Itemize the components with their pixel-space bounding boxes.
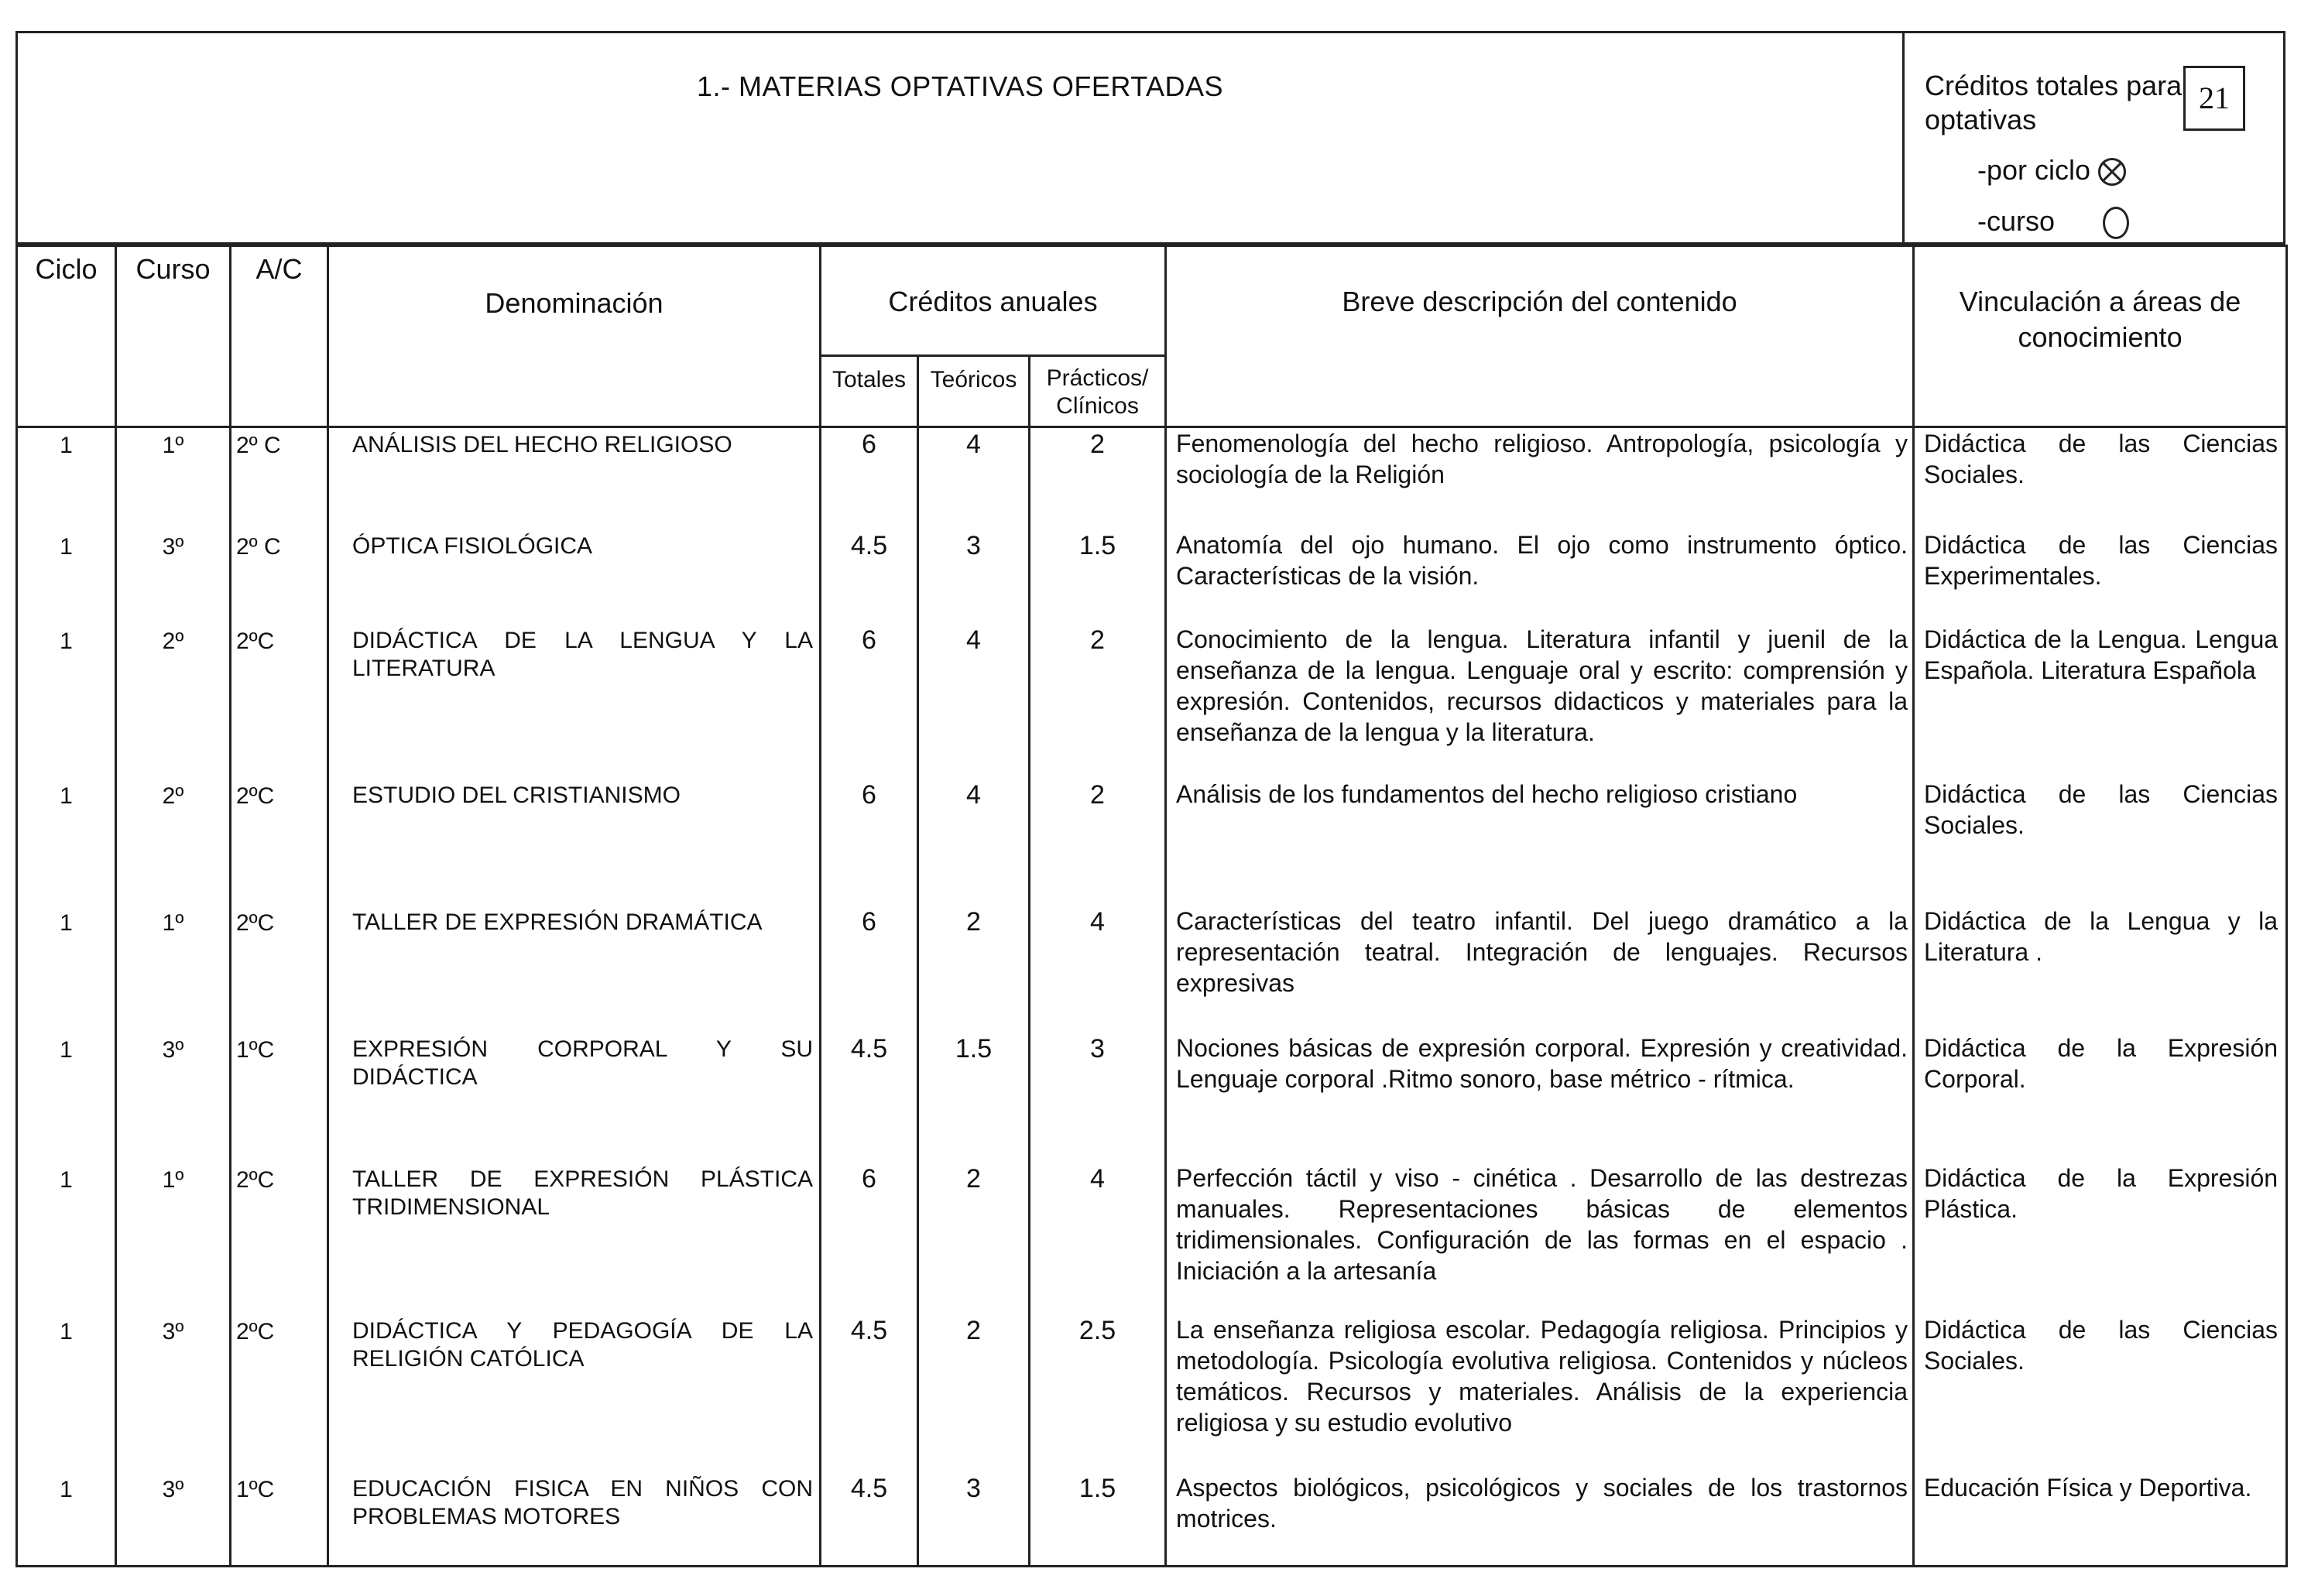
col-header-ciclo: Ciclo (17, 246, 116, 427)
cell-curso: 3º (116, 1472, 231, 1567)
cell-practicos: 3 (1030, 1033, 1166, 1163)
col-header-curso: Curso (116, 246, 231, 427)
cell-practicos: 2.5 (1030, 1314, 1166, 1472)
cell-teoricos: 1.5 (918, 1033, 1030, 1163)
cell-teoricos: 4 (918, 624, 1030, 779)
cell-curso: 3º (116, 1314, 231, 1472)
cell-curso: 3º (116, 1033, 231, 1163)
cell-practicos: 1.5 (1030, 1472, 1166, 1567)
credits-panel (1905, 33, 2283, 242)
cell-ciclo: 1 (17, 1033, 116, 1163)
cell-descripcion: Anatomía del ojo humano. El ojo como instrumento óptico. Características de la visión. (1166, 529, 1914, 624)
table-row (17, 1314, 2287, 1472)
cell-ac: 2º C (231, 427, 328, 529)
cell-ciclo: 1 (17, 1314, 116, 1472)
table-row (17, 1163, 2287, 1314)
col-header-totales: Totales (821, 356, 918, 427)
table-row (17, 1472, 2287, 1567)
cell-descripcion: Nociones básicas de expresión corporal. Expresión y creatividad. Lenguaje corporal .Ritmo sonoro, base métrico - rítmica. (1166, 1033, 1914, 1163)
por-ciclo-label: -por ciclo (1977, 154, 2091, 186)
table-row (17, 779, 2287, 906)
cell-descripcion: La enseñanza religiosa escolar. Pedagogía religiosa. Principios y metodología. Psicología evolutiva religiosa. Contenidos y núcleos temáticos. Recursos y materiales. Análisis de la experiencia religiosa y su estudio evolutivo (1166, 1314, 1914, 1472)
cell-ciclo: 1 (17, 624, 116, 779)
table-row (17, 624, 2287, 779)
cell-practicos: 2 (1030, 624, 1166, 779)
col-header-practicos: Prácticos/ Clínicos (1030, 356, 1166, 427)
table-row (17, 906, 2287, 1033)
cell-ac: 2ºC (231, 779, 328, 906)
cell-vinculacion: Didáctica de las Ciencias Sociales. (1914, 779, 2287, 906)
curso-line (1977, 205, 2129, 239)
cell-totales: 6 (821, 427, 918, 529)
cell-ac: 1ºC (231, 1033, 328, 1163)
cell-denominacion: ÓPTICA FISIOLÓGICA (328, 529, 821, 624)
table-row (17, 1033, 2287, 1163)
cell-totales: 4.5 (821, 1314, 918, 1472)
cell-practicos: 4 (1030, 1163, 1166, 1314)
cell-curso: 3º (116, 529, 231, 624)
col-header-creditos: Créditos anuales (821, 246, 1166, 356)
cell-teoricos: 3 (918, 1472, 1030, 1567)
cell-denominacion: ESTUDIO DEL CRISTIANISMO (328, 779, 821, 906)
cell-denominacion: ANÁLISIS DEL HECHO RELIGIOSO (328, 427, 821, 529)
cell-ac: 2ºC (231, 906, 328, 1033)
por-ciclo-line (1977, 154, 2126, 187)
cell-ciclo: 1 (17, 1163, 116, 1314)
cell-ac: 2ºC (231, 1163, 328, 1314)
cell-denominacion: TALLER DE EXPRESIÓN PLÁSTICA TRIDIMENSIONAL (328, 1163, 821, 1314)
cell-denominacion: DIDÁCTICA DE LA LENGUA Y LA LITERATURA (328, 624, 821, 779)
cell-teoricos: 2 (918, 1314, 1030, 1472)
cell-ciclo: 1 (17, 1472, 116, 1567)
cell-ac: 2ºC (231, 1314, 328, 1472)
cell-teoricos: 2 (918, 906, 1030, 1033)
cell-totales: 6 (821, 779, 918, 906)
cell-teoricos: 2 (918, 1163, 1030, 1314)
cell-ciclo: 1 (17, 529, 116, 624)
cell-descripcion: Análisis de los fundamentos del hecho religioso cristiano (1166, 779, 1914, 906)
cell-vinculacion: Didáctica de las Ciencias Experimentales. (1914, 529, 2287, 624)
table-row (17, 529, 2287, 624)
cell-denominacion: DIDÁCTICA Y PEDAGOGÍA DE LA RELIGIÓN CATÓLICA (328, 1314, 821, 1472)
cell-vinculacion: Didáctica de las Ciencias Sociales. (1914, 427, 2287, 529)
cell-practicos: 1.5 (1030, 529, 1166, 624)
cell-vinculacion: Didáctica de la Expresión Plástica. (1914, 1163, 2287, 1314)
cell-denominacion: EXPRESIÓN CORPORAL Y SU DIDÁCTICA (328, 1033, 821, 1163)
cell-descripcion: Características del teatro infantil. Del juego dramático a la representación teatral. Integración de lenguajes. Recursos expresivas (1166, 906, 1914, 1033)
circled-x-mark-icon (2098, 158, 2126, 186)
empty-circle-mark-icon (2103, 207, 2129, 239)
cell-practicos: 2 (1030, 427, 1166, 529)
col-header-descripcion: Breve descripción del contenido (1166, 246, 1914, 427)
cell-denominacion: EDUCACIÓN FISICA EN NIÑOS CON PROBLEMAS MOTORES (328, 1472, 821, 1567)
curso-label: -curso (1977, 205, 2056, 237)
cell-vinculacion: Didáctica de la Expresión Corporal. (1914, 1033, 2287, 1163)
page-title: 1.- MATERIAS OPTATIVAS OFERTADAS (696, 70, 1224, 102)
table-row (17, 427, 2287, 529)
cell-vinculacion: Didáctica de las Ciencias Sociales. (1914, 1314, 2287, 1472)
cell-ac: 2ºC (231, 624, 328, 779)
cell-practicos: 2 (1030, 779, 1166, 906)
cell-vinculacion: Didáctica de la Lengua. Lengua Española. Literatura Española (1914, 624, 2287, 779)
cell-totales: 4.5 (821, 529, 918, 624)
header-title-cell (18, 33, 1905, 242)
optional-subjects-table (15, 245, 2288, 1567)
cell-curso: 2º (116, 779, 231, 906)
credits-total-value: 21 (2183, 66, 2245, 131)
cell-teoricos: 3 (918, 529, 1030, 624)
col-header-teoricos: Teóricos (918, 356, 1030, 427)
cell-descripcion: Perfección táctil y viso - cinética . Desarrollo de las destrezas manuales. Representaciones básicas de elementos tridimensionales. Configuración de las formas en el espacio . Iniciación a la artesanía (1166, 1163, 1914, 1314)
cell-vinculacion: Educación Física y Deportiva. (1914, 1472, 2287, 1567)
cell-totales: 6 (821, 624, 918, 779)
cell-denominacion: TALLER DE EXPRESIÓN DRAMÁTICA (328, 906, 821, 1033)
credits-total-label: Créditos totales para optativas (1925, 70, 2183, 135)
cell-totales: 6 (821, 906, 918, 1033)
cell-ciclo: 1 (17, 906, 116, 1033)
cell-teoricos: 4 (918, 779, 1030, 906)
cell-ac: 1ºC (231, 1472, 328, 1567)
header-box (15, 31, 2285, 245)
col-header-ac: A/C (231, 246, 328, 427)
cell-descripcion: Conocimiento de la lengua. Literatura infantil y juenil de la enseñanza de la lengua. Lenguaje oral y escrito: comprensión y expresión. Contenidos, recursos didacticos y materiales para la enseñanza de la lengua y la literatura. (1166, 624, 1914, 779)
cell-descripcion: Aspectos biológicos, psicológicos y sociales de los trastornos motrices. (1166, 1472, 1914, 1567)
cell-ciclo: 1 (17, 779, 116, 906)
cell-curso: 2º (116, 624, 231, 779)
col-header-denominacion: Denominación (328, 246, 821, 427)
cell-practicos: 4 (1030, 906, 1166, 1033)
cell-descripcion: Fenomenología del hecho religioso. Antropología, psicología y sociología de la Religión (1166, 427, 1914, 529)
cell-teoricos: 4 (918, 427, 1030, 529)
cell-totales: 6 (821, 1163, 918, 1314)
cell-ciclo: 1 (17, 427, 116, 529)
cell-curso: 1º (116, 427, 231, 529)
cell-curso: 1º (116, 906, 231, 1033)
cell-totales: 4.5 (821, 1033, 918, 1163)
cell-ac: 2º C (231, 529, 328, 624)
cell-totales: 4.5 (821, 1472, 918, 1567)
cell-curso: 1º (116, 1163, 231, 1314)
cell-vinculacion: Didáctica de la Lengua y la Literatura . (1914, 906, 2287, 1033)
col-header-vinculacion: Vinculación a áreas de conocimiento (1914, 246, 2287, 427)
